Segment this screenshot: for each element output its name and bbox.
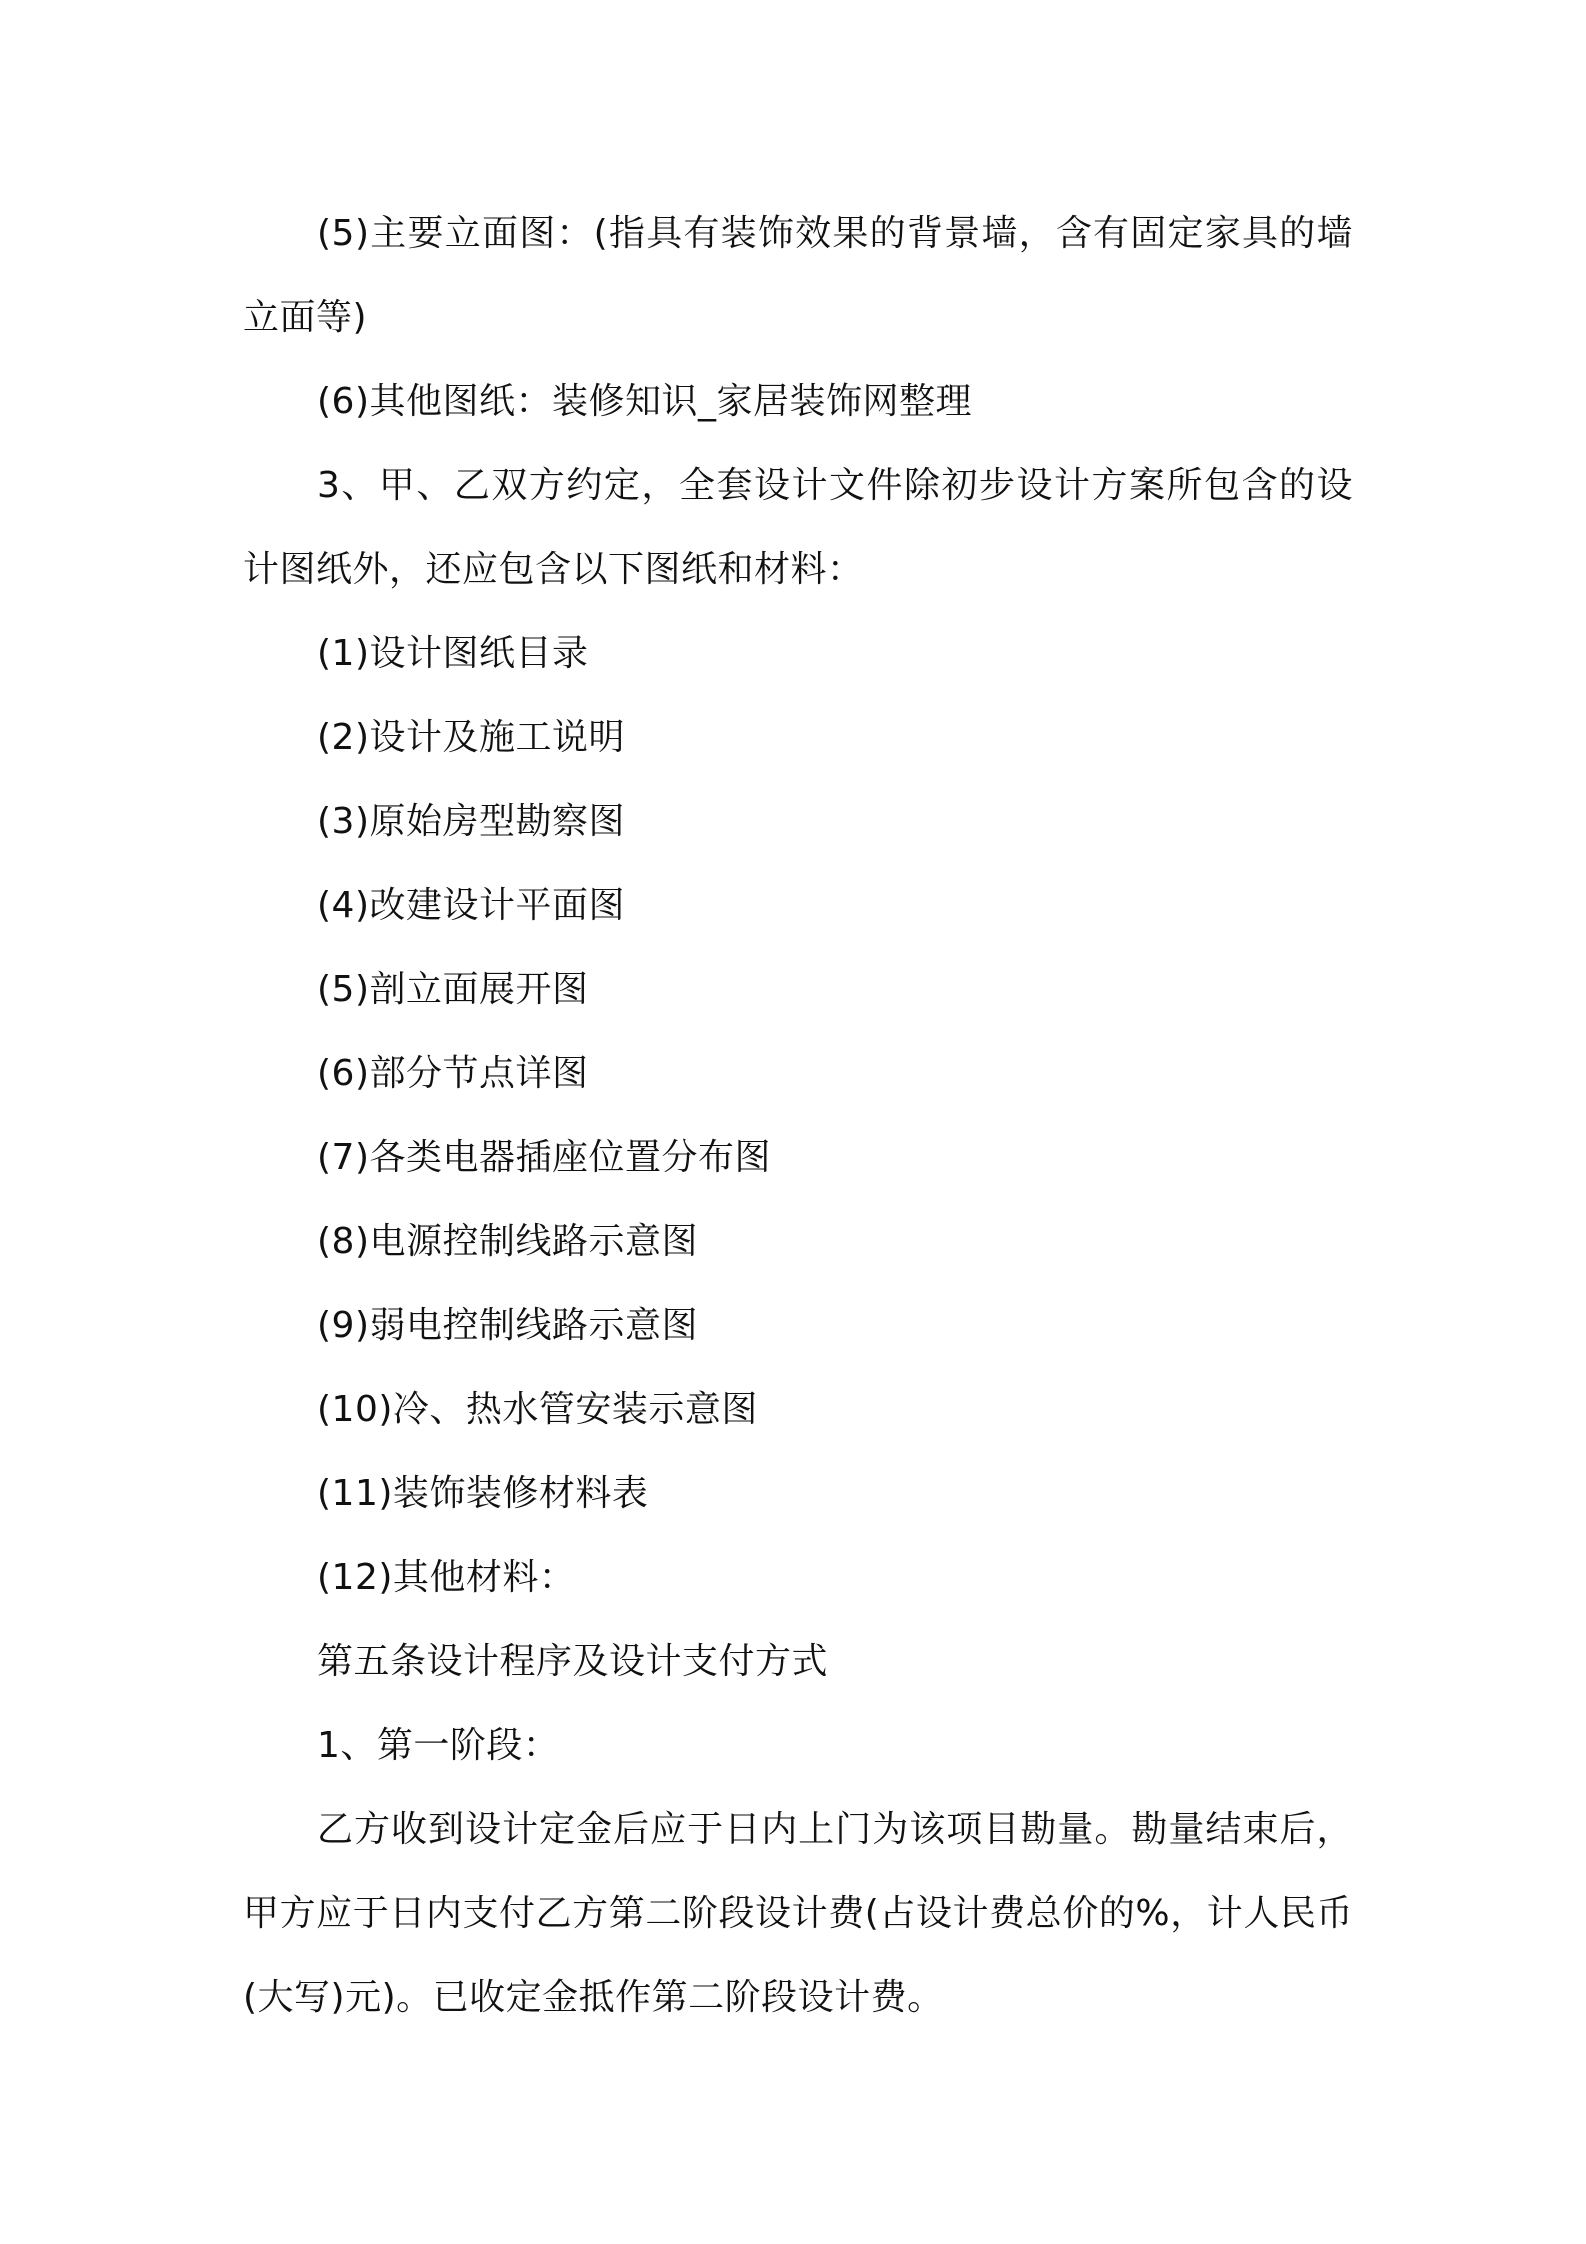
paragraph-first-stage-terms: 乙方收到设计定金后应于日内上门为该项目勘量。勘量结束后，甲方应于日内支付乙方第二阶段设计费(占设计费总价的%，计人民币(大写)元)。已收定金抵作第二阶段设计费。 (243, 1809, 1353, 2018)
paragraph-design-files-agreement: 3、甲、乙双方约定，全套设计文件除初步设计方案所包含的设计图纸外，还应包含以下图纸和材料： (243, 465, 1353, 590)
list-item: (7)各类电器插座位置分布图 (317, 1137, 771, 1178)
stage-heading: 1、第一阶段： (317, 1725, 560, 1766)
list-item: (1)设计图纸目录 (317, 633, 589, 674)
paragraph-main-elevation: (5)主要立面图：(指具有装饰效果的背景墙，含有固定家具的墙立面等) (243, 213, 1353, 338)
list-item: (6)部分节点详图 (317, 1053, 589, 1094)
document-body (243, 192, 1353, 2040)
list-item: (9)弱电控制线路示意图 (317, 1305, 698, 1346)
paragraph-other-drawings: (6)其他图纸：装修知识_家居装饰网整理 (317, 381, 972, 422)
section-heading: 第五条设计程序及设计支付方式 (317, 1641, 829, 1682)
list-item: (8)电源控制线路示意图 (317, 1221, 698, 1262)
list-item: (12)其他材料： (317, 1557, 576, 1598)
list-item: (5)剖立面展开图 (317, 969, 589, 1010)
list-item: (3)原始房型勘察图 (317, 801, 625, 842)
list-item: (11)装饰装修材料表 (317, 1473, 649, 1514)
list-item: (10)冷、热水管安装示意图 (317, 1389, 758, 1430)
list-item: (4)改建设计平面图 (317, 885, 625, 926)
list-item: (2)设计及施工说明 (317, 717, 625, 758)
